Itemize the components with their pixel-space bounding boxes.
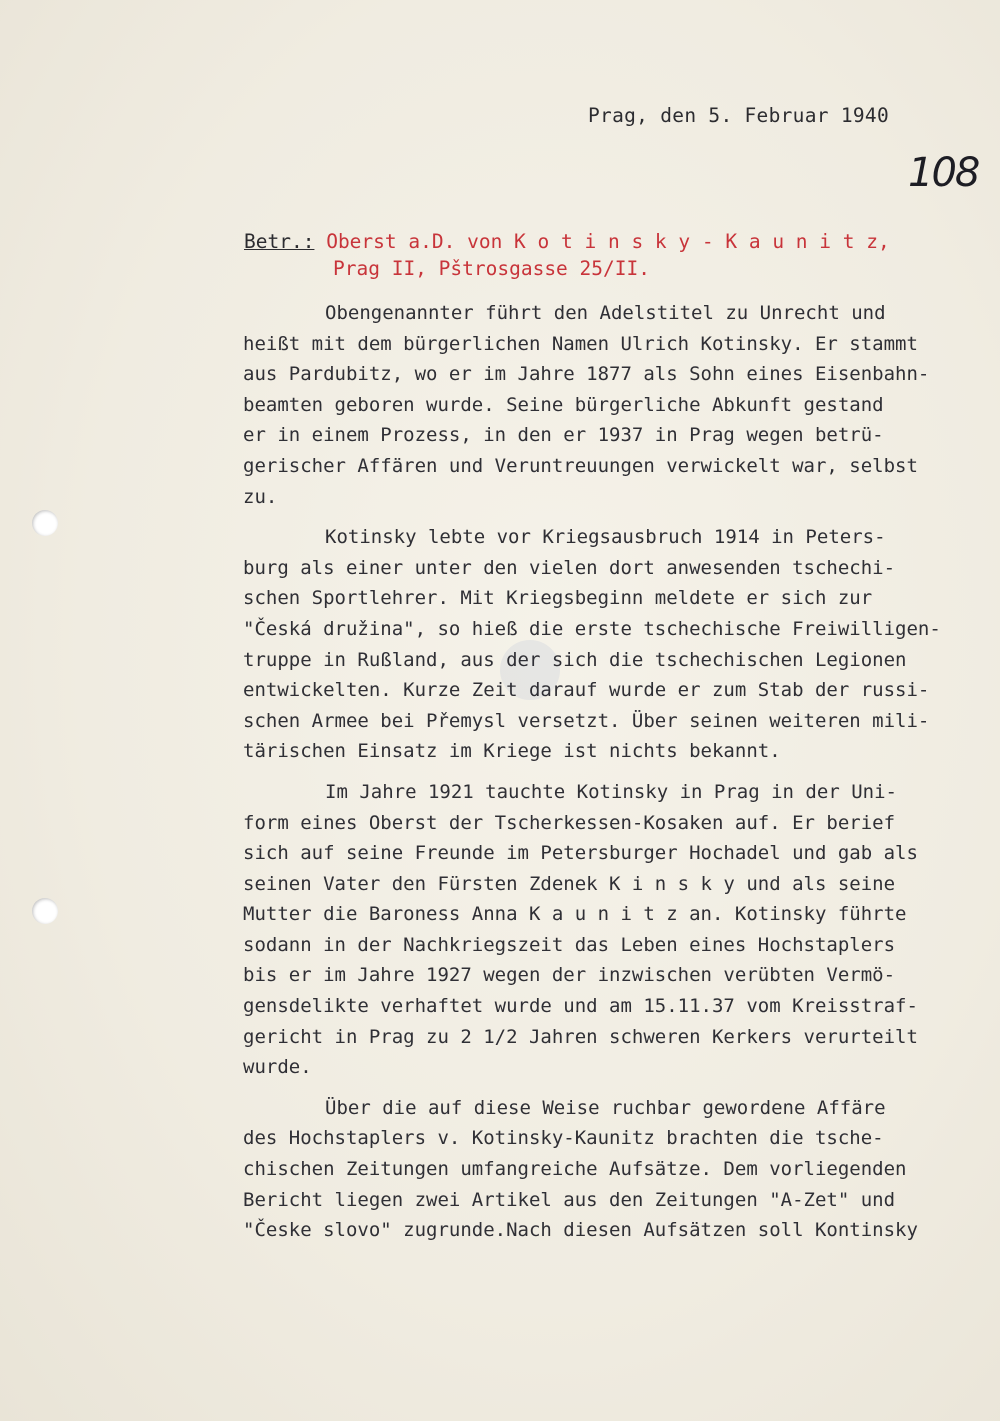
- text-line: zu.: [243, 485, 278, 508]
- subject-block: [244, 228, 890, 282]
- punch-hole: [32, 898, 58, 924]
- text-line: burg als einer unter den vielen dort anwesenden tschechi-: [243, 556, 896, 579]
- text-line: wurde.: [243, 1056, 312, 1079]
- subject-line-1: Oberst a.D. von K o t i n s k y - K a u n i t z,: [326, 230, 890, 253]
- text-line: Obengenannter führt den Adelstitel zu Unrecht und: [325, 302, 886, 324]
- text-line: aus Pardubitz, wo er im Jahre 1877 als Sohn eines Eisenbahn-: [243, 363, 930, 386]
- text-line: tärischen Einsatz im Kriege ist nichts bekannt.: [243, 740, 781, 763]
- text-line: Mutter die Baroness Anna K a u n i t z an. Kotinsky führte: [243, 903, 907, 926]
- text-line: gericht in Prag zu 2 1/2 Jahren schweren Kerkers verurteilt: [243, 1025, 918, 1048]
- text-line: sodann in der Nachkriegszeit das Leben eines Hochstaplers: [243, 933, 896, 956]
- text-line: "Česke slovo" zugrunde.Nach diesen Aufsätzen soll Kontinsky: [243, 1219, 918, 1242]
- text-line: gensdelikte verhaftet wurde und am 15.11.37 vom Kreisstraf-: [243, 995, 918, 1018]
- text-line: chischen Zeitungen umfangreiche Aufsätze. Dem vorliegenden: [243, 1158, 907, 1181]
- dateline: Prag, den 5. Februar 1940: [588, 104, 889, 127]
- text-line: entwickelten. Kurze Zeit darauf wurde er zum Stab der russi-: [243, 679, 930, 702]
- text-line: form eines Oberst der Tscherkessen-Kosaken auf. Er berief: [243, 811, 896, 834]
- text-line: Im Jahre 1921 tauchte Kotinsky in Prag in der Uni-: [325, 780, 897, 803]
- text-line: "Česká družina", so hieß die erste tschechische Freiwilligen-: [243, 617, 941, 640]
- paragraph: [243, 298, 983, 512]
- text-line: Über die auf diese Weise ruchbar gewordene Affäre: [325, 1096, 886, 1119]
- text-line: heißt mit dem bürgerlichen Namen Ulrich Kotinsky. Er stammt: [243, 332, 918, 355]
- text-line: gerischer Affären und Veruntreuungen verwickelt war, selbst: [243, 454, 918, 477]
- text-line: seinen Vater den Fürsten Zdenek K i n s k y und als seine: [243, 872, 896, 895]
- text-line: truppe in Rußland, aus der sich die tschechischen Legionen: [243, 648, 907, 671]
- text-line: schen Sportlehrer. Mit Kriegsbeginn meldete er sich zur: [243, 587, 873, 610]
- text-line: des Hochstaplers v. Kotinsky-Kaunitz brachten die tsche-: [243, 1127, 884, 1150]
- punch-hole: [32, 510, 58, 536]
- paragraph: [243, 1093, 983, 1246]
- folio-number: 108: [908, 150, 979, 196]
- subject-label: Betr.:: [244, 230, 315, 253]
- text-line: bis er im Jahre 1927 wegen der inzwischen verübten Vermö-: [243, 964, 896, 987]
- text-line: er in einem Prozess, in den er 1937 in Prag wegen betrü-: [243, 424, 884, 447]
- text-line: schen Armee bei Přemysl versetzt. Über seinen weiteren mili-: [243, 709, 930, 732]
- text-line: beamten geboren wurde. Seine bürgerliche Abkunft gestand: [243, 393, 884, 416]
- subject-line-2: Prag II, Pštrosgasse 25/II.: [333, 257, 650, 280]
- paragraph: [243, 777, 983, 1083]
- text-line: Kotinsky lebte vor Kriegsausbruch 1914 in Peters-: [325, 526, 886, 549]
- text-line: Bericht liegen zwei Artikel aus den Zeitungen "A-Zet" und: [243, 1188, 896, 1211]
- letter-body: [243, 298, 983, 1256]
- text-line: sich auf seine Freunde im Petersburger Hochadel und gab als: [243, 842, 918, 865]
- paragraph: [243, 522, 983, 767]
